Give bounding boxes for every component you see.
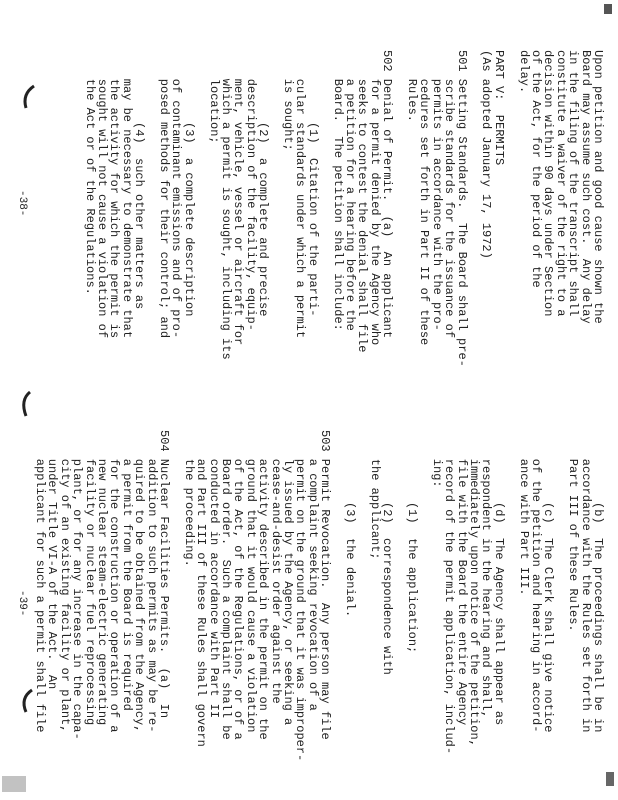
text-line: for the construction or operation of a	[107, 430, 122, 733]
text-line: ground that it would cause a violation	[243, 430, 258, 733]
text-line: delay.	[516, 50, 531, 94]
text-line: location;	[206, 50, 221, 144]
text-line: quired to be obtained from the Agency,	[132, 430, 147, 733]
right-page-column	[0, 430, 618, 790]
text-line: facility or nuclear fuel reprocessing	[82, 430, 97, 726]
text-line: ance with Part III.	[516, 430, 531, 596]
text-line: 504 Nuclear Facilities Permits. (a) In	[157, 430, 171, 719]
text-line: (1) the application;	[405, 430, 419, 654]
text-line: ment, vehicle, vessel or aircraft for	[231, 50, 246, 346]
text-line: in the filing of the transcript shall	[566, 50, 581, 317]
text-line: under Title VI-A of the Act. An	[45, 430, 60, 690]
text-line: of the petition and hearing in accord-	[529, 430, 543, 733]
text-line: is sought;	[281, 50, 295, 151]
left-page-number: -38-	[16, 190, 28, 217]
text-line: 502 Denial of Permit. (a) An applicant	[380, 50, 395, 339]
text-line: a petition for a hearing before the	[343, 50, 357, 331]
text-line: the Act or of the Regulations.	[82, 50, 97, 295]
text-line: and Part III of these Rules shall govern	[194, 430, 209, 747]
text-line: applicant for such a permit shall file	[33, 430, 47, 733]
text-line: sought will not cause a violation of	[95, 50, 109, 339]
text-line: PART V: PERMITS	[491, 50, 506, 166]
text-line: 503 Permit Revocation. Any person may file	[318, 430, 333, 740]
right-page-number: -39-	[16, 590, 28, 617]
text-line: (d) The Agency shall appear as	[491, 430, 506, 726]
text-line: (2) correspondence with	[380, 430, 395, 675]
text-line: accordance with the Rules set forth in	[578, 430, 593, 733]
text-line: activity described in the permit on the	[256, 430, 271, 740]
text-line: Board order. Such a complaint shall be	[219, 430, 233, 740]
text-line: Rules.	[405, 50, 419, 123]
text-line: (c) The Clerk shall give notice	[541, 430, 556, 733]
text-line: may be necessary to demonstrate that	[119, 50, 134, 339]
text-line: which a permit is sought, including its	[219, 50, 233, 360]
text-line: constitute a waiver of the right to a	[553, 50, 568, 317]
text-line: posed methods for their control; and	[157, 50, 171, 339]
text-line: of the Act, for the period of the	[529, 50, 543, 288]
text-line: cease-and-desist order against the	[268, 430, 283, 704]
text-line: the activity for which the permit is	[107, 50, 122, 339]
text-line: the proceeding.	[181, 430, 196, 567]
text-line: a permit from the Board is required	[119, 430, 134, 711]
text-line: a complaint seeking revocation of a	[305, 430, 320, 711]
left-page-column	[0, 50, 618, 367]
text-line: of contaminant emissions and of pro-	[169, 50, 184, 339]
text-line: the applicant;	[367, 430, 382, 560]
text-line: (As adopted January 17, 1972)	[479, 50, 494, 259]
text-line: 501 Setting Standards. The Board shall pre-	[454, 50, 469, 367]
text-line: ly issued by the Agency, or seeking a	[281, 430, 295, 726]
text-line: of the Act, of the Regulations, or of a	[231, 430, 246, 740]
text-line: new nuclear steam-electric generating	[95, 430, 109, 726]
text-line: (3) a complete description	[181, 50, 196, 317]
text-line: plant, or for any increase in the capa-	[70, 430, 85, 740]
text-line: file with the Board the entire Agency	[454, 430, 469, 726]
text-line: description of the facility, equip-	[243, 50, 258, 331]
text-line: Board. The petition shall include:	[330, 50, 345, 331]
text-line: immediately upon notice of the petition,	[467, 430, 481, 747]
text-line: cedures set forth in Part II of these	[417, 50, 432, 346]
text-line: (2) a complete and precise	[256, 50, 271, 317]
text-line: respondent in the hearing and shall,	[479, 430, 494, 719]
text-line: seeks to contest the denial shall file	[355, 50, 370, 353]
text-line: ing:	[429, 430, 444, 488]
text-line: conducted in accordance with Part II	[206, 430, 221, 719]
text-line: decision within 90 days under Section	[541, 50, 556, 317]
text-line: record of the permit application, includ-	[442, 430, 457, 755]
text-line: scribe standards for the issuance of	[442, 50, 457, 339]
text-line: (4) such other matters as	[132, 50, 147, 310]
text-line: addition to such permits as may be re-	[144, 430, 159, 733]
text-line: (1) Citation of the parti-	[305, 50, 320, 317]
text-line: Upon petition and good cause shown the	[591, 50, 605, 324]
text-line: Board may assume such cost. Any delay	[578, 50, 593, 324]
text-line: for a permit denied by the Agency who	[367, 50, 382, 346]
text-line: cular standards under which a permit	[293, 50, 308, 339]
text-line: (3) the denial.	[343, 430, 357, 618]
text-line: (b) The proceedings shall be in	[591, 430, 605, 733]
text-line: permit on the ground that it was improper-	[293, 430, 308, 762]
text-line: permits in accordance with the pro-	[429, 50, 444, 331]
text-line: Part III of these Rules.	[566, 430, 581, 632]
text-line: city of an existing facility or plant,	[57, 430, 72, 733]
